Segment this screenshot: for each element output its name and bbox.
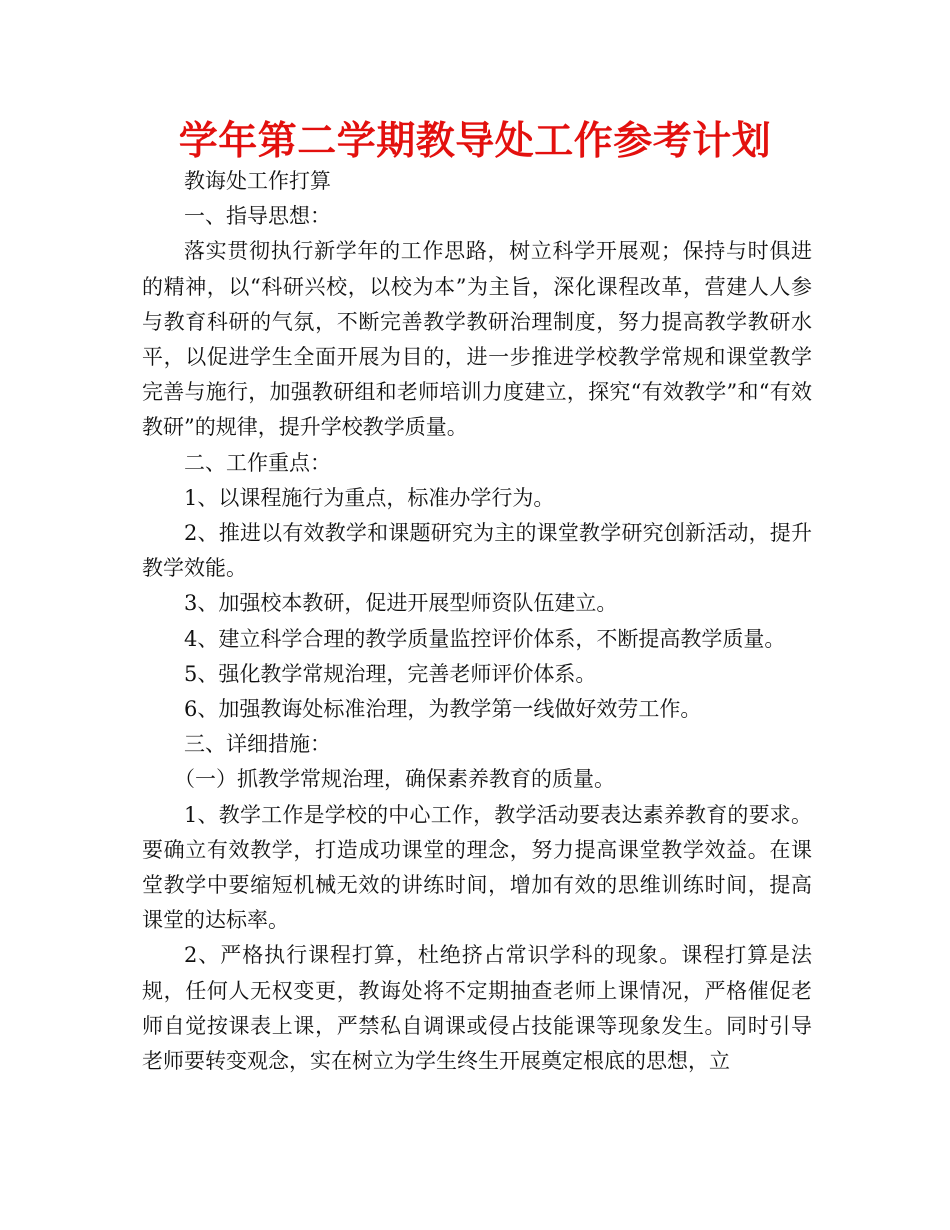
paragraph-guiding-ideology: 落实贯彻执行新学年的工作思路，树立科学开展观；保持与时俱进的精神，以“科研兴校，以校为本”为主旨，深化课程改革，营建人人参与教育科研的气氛，不断完善教学教研治理制度，努力提高教学教研水平，以促进学生全面开展为目的，进一步推进学校教学常规和课堂教学完善与施行，加强教研组和老师培训力度建立，探究“有效教学”和“有效教研”的规律，提升学校教学质量。 <box>142 239 812 440</box>
document-body <box>142 164 812 1079</box>
list-item-focus-6: 6、加强教诲处标准治理，为教学第一线做好效劳工作。 <box>184 697 702 722</box>
list-item-focus-1: 1、以课程施行为重点，标准办学行为。 <box>184 485 555 510</box>
list-item-focus-4: 4、建立科学合理的教学质量监控评价体系，不断提高教学质量。 <box>184 626 786 651</box>
paragraph-measure-1: 1、教学工作是学校的中心工作，教学活动要表达素养教育的要求。要确立有效教学，打造成功课堂的理念，努力提高课堂教学效益。在课堂教学中要缩短机械无效的讲练时间，增加有效的思维训练时间，提高课堂的达标率。 <box>142 802 812 933</box>
section-heading-plan: 教诲处工作打算 <box>184 169 331 193</box>
sub-heading-teaching-routine: （一）抓教学常规治理，确保素养教育的质量。 <box>174 767 615 792</box>
section-heading-measures: 三、详细措施： <box>184 732 331 757</box>
list-item-focus-2: 2、推进以有效教学和课题研究为主的课堂教学研究创新活动，提升教学效能。 <box>142 521 812 581</box>
section-heading-work-focus: 二、工作重点： <box>184 450 331 475</box>
list-item-focus-5: 5、强化教学常规治理，完善老师评价体系。 <box>184 661 597 686</box>
section-heading-guiding-ideology: 一、指导思想： <box>184 204 331 229</box>
document-title: 学年第二学期教导处工作参考计划 <box>178 119 772 164</box>
paragraph-measure-2: 2、严格执行课程打算，杜绝挤占常识学科的现象。课程打算是法规，任何人无权变更，教诲处将不定期抽查老师上课情况，严格催促老师自觉按课表上课，严禁私自调课或侵占技能课等现象发生。同时引导老师要转变观念，实在树立为学生终生开展奠定根底的思想，立 <box>142 943 812 1074</box>
list-item-focus-3: 3、加强校本教研，促进开展型师资队伍建立。 <box>184 591 618 616</box>
